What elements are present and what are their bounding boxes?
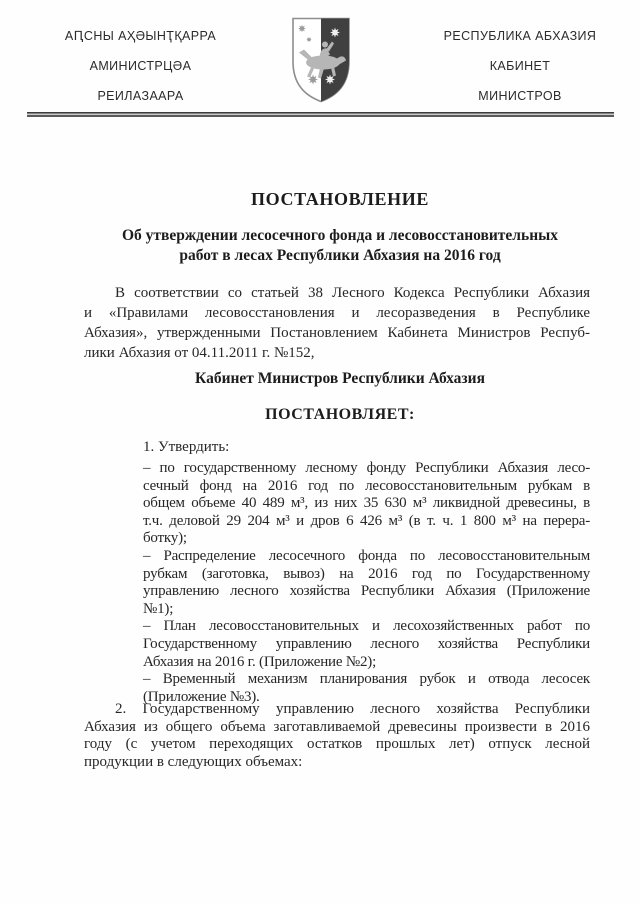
org-name-russian-line-1: РЕСПУБЛИКА АБХАЗИЯ [443,29,597,43]
item-1-heading: 1. Утвердить: [143,439,230,455]
org-name-abkhaz-line-2: АМИНИСТРЦӘА [89,59,192,73]
subtitle-line-2: работ в лесах Республики Абхазия на 2016 год [179,246,501,264]
header-rule [27,112,614,117]
item-1-sublist [143,460,590,706]
text-line: ботку); [143,530,187,547]
text-line: и «Правилами лесовосстановления и лесоразведения в Республике [84,305,590,321]
letterhead-left [20,21,261,111]
text-line: (Приложение №3). [143,688,260,705]
item-2-paragraph [84,701,590,771]
org-name-russian-line-3: МИНИСТРОВ [478,89,562,103]
text-line: №1); [143,600,174,617]
text-line: Государственному управлению лесного хозяйства Республики [143,635,590,652]
text-line: Абхазия из общего объема заготавливаемой древесины произвести в 2016 [84,718,590,735]
text-line: году (с учетом переходящих остатков прошлых лет) отпуск лесной [84,736,590,752]
text-line: т.ч. деловой 29 204 м³ и дров 6 426 м³ (в т. ч. 1 800 м³ на перера- [143,512,590,529]
text-line: общем объеме 40 489 м³, из них 35 630 м³ ликвидной древесины, в [143,495,590,512]
subtitle-line-1: Об утверждении лесосечного фонда и лесовосстановительных [122,227,558,244]
text-line: продукции в следующих объемах: [84,753,303,770]
intro-paragraph [84,283,590,363]
text-line: Абхазия», утвержденными Постановлением Кабинета Министров Респуб- [84,325,590,341]
resolves-heading: ПОСТАНОВЛЯЕТ: [265,406,415,423]
text-line: 2. Государственному управлению лесного хозяйства Республики [115,701,590,717]
document-subtitle [84,226,596,265]
document-title: ПОСТАНОВЛЕНИЕ [251,189,429,209]
text-line: сечный фонд на 2016 год по лесовосстановительным рубкам в [143,477,590,494]
text-line: – Временный механизм планирования рубок и отвода лесосек [143,671,590,688]
text-line: – по государственному лесному фонду Республики Абхазия лесо- [143,460,590,476]
text-line: рубкам (заготовка, вывоз) на 2016 год по Государственному [143,565,590,582]
text-line: В соответствии со статьей 38 Лесного Кодекса Республики Абхазия [115,285,590,301]
letterhead-right [410,21,630,111]
coat-of-arms-icon [287,13,355,106]
org-name-abkhaz-line-3: РЕИЛАЗААРА [97,89,184,103]
text-line: – Распределение лесосечного фонда по лесовосстановительным [143,547,590,564]
text-line: – План лесовосстановительных и лесохозяйственных работ по [143,618,590,635]
org-name-abkhaz-line-1: АԤСНЫ АҲӘЫНҬҚАРРА [64,29,217,43]
text-line: управлению лесного хозяйства Республики Абхазия (Приложение [143,583,590,600]
text-line: Абхазия на 2016 г. (Приложение №2); [143,653,377,670]
org-name-russian-line-2: КАБИНЕТ [489,59,551,73]
cabinet-heading: Кабинет Министров Республики Абхазия [195,370,485,387]
text-line: лики Абхазия от 04.11.2011 г. №152, [84,345,315,361]
